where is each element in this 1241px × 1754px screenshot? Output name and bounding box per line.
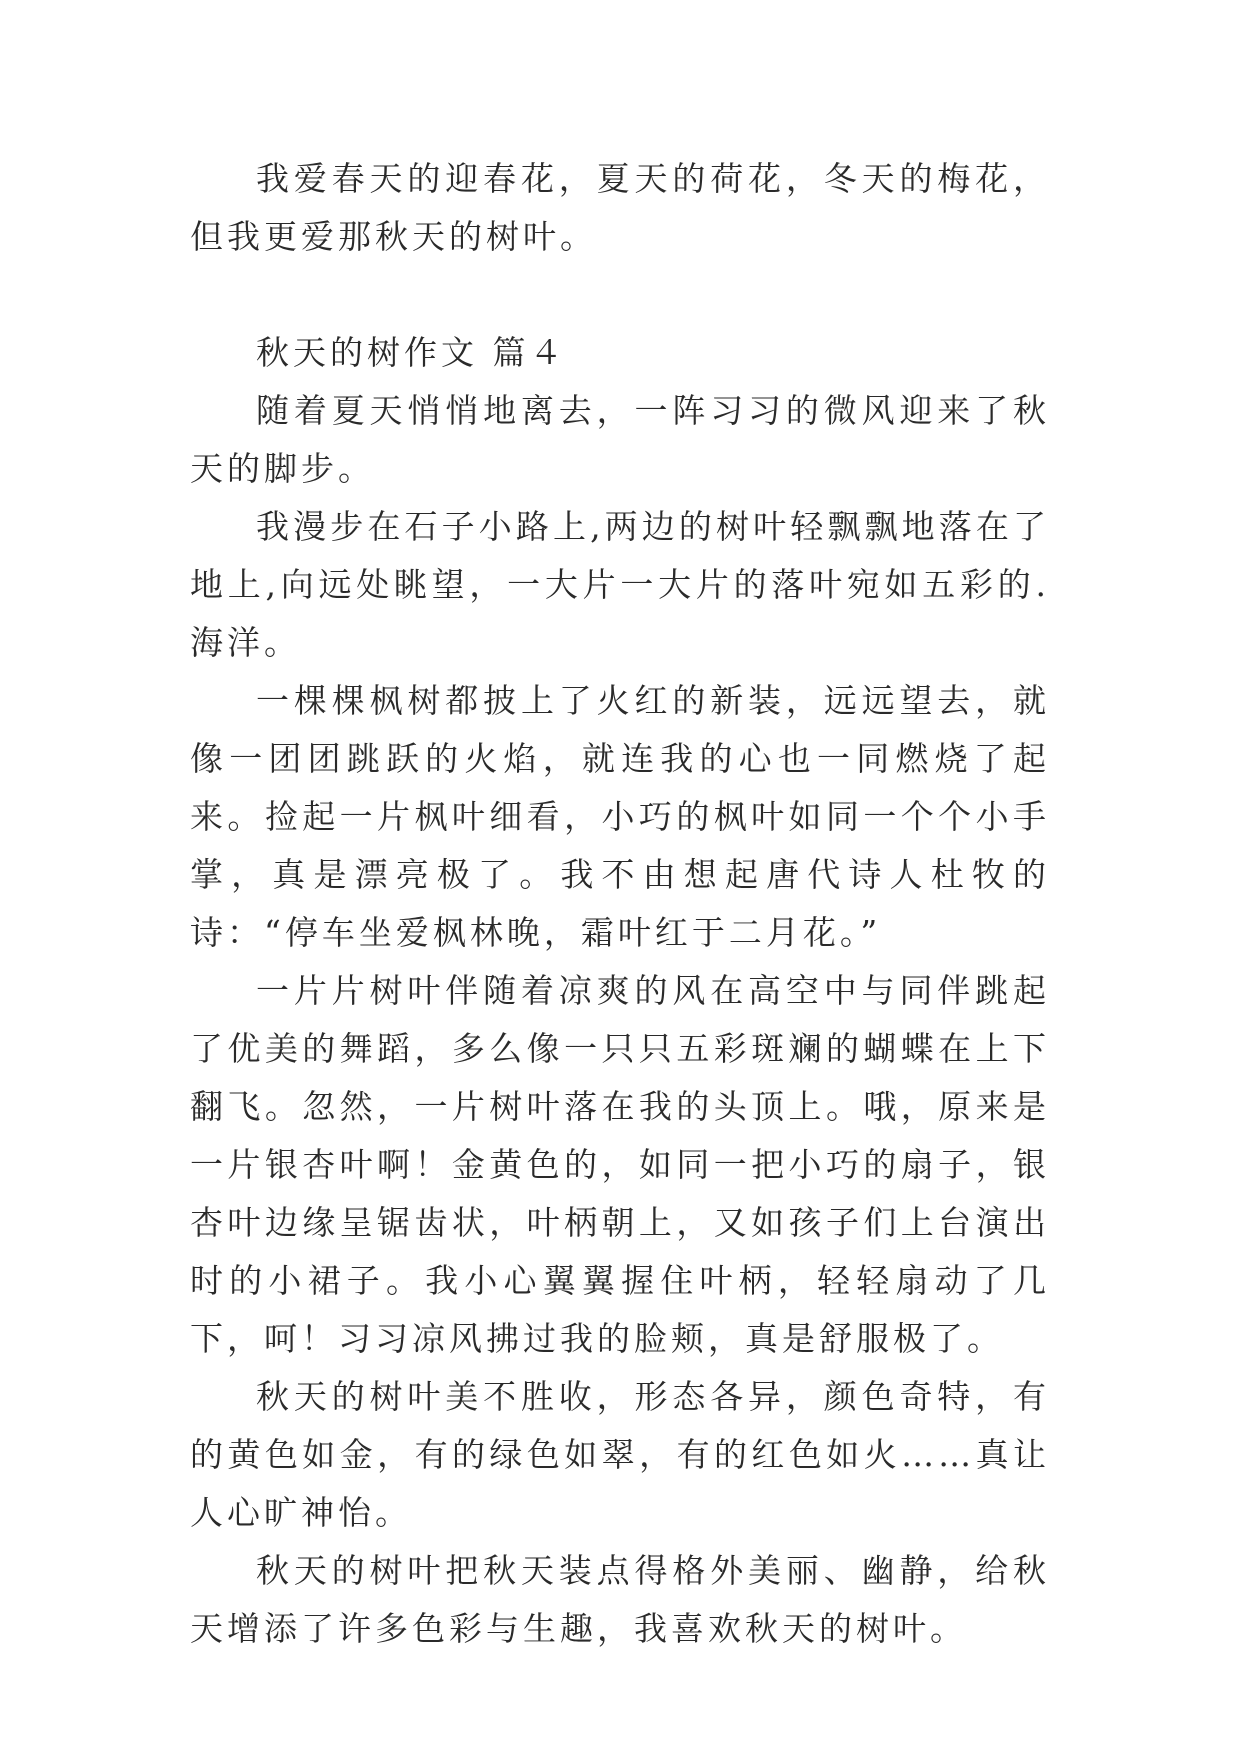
paragraph-1: 随着夏天悄悄地离去，一阵习习的微风迎来了秋天的脚步。	[190, 391, 1050, 488]
section-title: 秋天的树作文 篇４	[256, 333, 567, 372]
paragraph-6: 秋天的树叶把秋天装点得格外美丽、幽静，给秋天增添了许多色彩与生趣，我喜欢秋天的树叶。	[190, 1551, 1050, 1648]
paragraph-5: 秋天的树叶美不胜收，形态各异，颜色奇特，有的黄色如金，有的绿色如翠，有的红色如火……真让人心旷神怡。	[190, 1377, 1050, 1532]
paragraph-3: 一棵棵枫树都披上了火红的新装，远远望去，就像一团团跳跃的火焰，就连我的心也一同燃烧了起来。捡起一片枫叶细看，小巧的枫叶如同一个个小手掌，真是漂亮极了。我不由想起唐代诗人杜牧的诗：“停车坐爱枫林晚，霜叶红于二月花。”	[190, 681, 1050, 952]
document-body	[190, 150, 1050, 1658]
intro-paragraph: 我爱春天的迎春花，夏天的荷花，冬天的梅花，但我更爱那秋天的树叶。	[190, 159, 1050, 256]
paragraph-2: 我漫步在石子小路上,两边的树叶轻飘飘地落在了地上,向远处眺望，一大片一大片的落叶宛如五彩的.海洋。	[190, 507, 1050, 662]
paragraph-4: 一片片树叶伴随着凉爽的风在高空中与同伴跳起了优美的舞蹈，多么像一只只五彩斑斓的蝴蝶在上下翻飞。忽然，一片树叶落在我的头顶上。哦，原来是一片银杏叶啊！金黄色的，如同一把小巧的扇子，银杏叶边缘呈锯齿状，叶柄朝上，又如孩子们上台演出时的小裙子。我小心翼翼握住叶柄，轻轻扇动了几下，呵！习习凉风拂过我的脸颊，真是舒服极了。	[190, 971, 1050, 1358]
